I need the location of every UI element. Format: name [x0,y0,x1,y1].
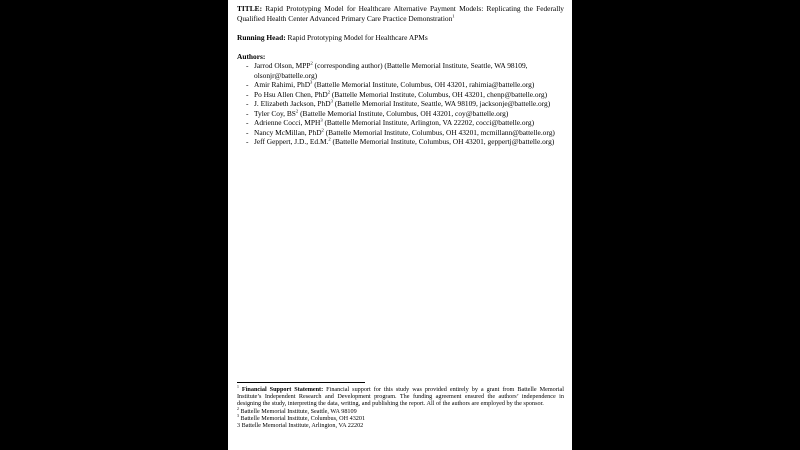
author-item [246,99,564,109]
author-bullet: - [246,80,249,89]
author-name: Amir Rahimi, PhD [254,80,311,89]
author-affiliation-ref: 3 [320,117,323,123]
author-entry [254,109,564,119]
author-bullet: - [246,137,249,146]
author-affiliation-ref: 3 [310,79,313,85]
author-item [246,128,564,138]
author-affiliation: (Battelle Memorial Institute, Columbus, OH 43201, chenp@battelle.org) [330,89,548,99]
author-item [246,61,564,80]
author-affiliation-ref: 2 [321,127,324,133]
author-entry [254,61,564,80]
author-bullet: - [246,89,249,99]
footnote-affiliation-seattle [237,408,564,415]
author-bullet: - [246,108,249,118]
page-content [237,4,564,147]
author-name: Po Hsu Allen Chen, PhD [254,89,328,99]
author-name: Tyler Coy, BS [254,108,296,118]
author-affiliation: (corresponding author) (Battelle Memorial Institute, Seattle, WA 98109, olsonjr@battelle.org) [254,61,528,80]
title-paragraph [237,4,564,23]
footnote-text: Battelle Memorial Institute, Seattle, WA 98109 [238,407,357,415]
authors-heading: Authors: [237,51,266,61]
author-affiliation-ref: 2 [327,89,331,95]
author-affiliation-ref: 3 [330,98,333,104]
author-entry [254,137,564,147]
footnote-mark: 3 [237,413,239,418]
author-name: Jarrod Olson, MPP [254,61,311,70]
author-affiliation: (Battelle Memorial Institute, Columbus, OH 43201, mcmillann@battelle.org) [323,127,555,137]
author-item [246,137,564,147]
author-bullet: - [246,127,249,137]
author-item [246,109,564,119]
document-page [228,0,572,450]
author-entry [254,80,564,90]
running-head-label: Running Head: [237,32,286,42]
footnote-text: Financial support for this study was provided entirely by a grant from Battelle Memorial Institute’s Independent Research and Development program. The funding agreement ensured the authors’ independence in designing the study, interpreting the data, writing, and publishing the report. All of the authors are employed by the sponsor. [237,386,564,408]
title-label: TITLE: [237,4,263,13]
title-text: Rapid Prototyping Model for Healthcare Alternative Payment Models: Replicating the Federally Qualified Health Center Advanced Primary Care Practice Demonstration [237,4,564,23]
author-bullet: - [246,118,249,127]
footnote-text: Battelle Memorial Institute, Arlington, VA 22202 [240,422,364,430]
author-entry [254,90,564,100]
author-affiliation-ref: 2 [295,108,299,114]
author-name: Nancy McMillan, PhD [254,127,322,137]
title-footnote-ref: 1 [452,13,455,19]
footnote-financial-support [237,386,564,408]
footnote-label: Financial Support Statement: [238,386,324,393]
running-head-text: Rapid Prototyping Model for Healthcare APMs [285,32,428,42]
author-item [246,90,564,100]
author-name: J. Elizabeth Jackson, PhD [254,99,331,108]
author-affiliation: (Battelle Memorial Institute, Columbus, OH 43201, coy@battelle.org) [298,108,509,118]
author-item [246,118,564,128]
author-bullet: - [246,99,249,108]
running-head [237,33,564,43]
footnote-mark-plain: 3 [237,422,241,430]
footnote-mark: 1 [237,384,239,389]
footnote-text: Battelle Memorial Institute, Columbus, OH 43201 [238,414,366,422]
author-affiliation-ref: 2 [328,136,331,142]
footnote-mark: 2 [237,406,239,411]
footnote-separator [237,382,365,383]
author-name: Adrienne Cocci, MPH [254,118,321,127]
author-affiliation: (Battelle Memorial Institute, Seattle, WA 98109, jacksonje@battelle.org) [332,99,551,108]
footnote-affiliation-arlington [237,422,564,429]
author-affiliation: (Battelle Memorial Institute, Arlington, VA 22202, cocci@battelle.org) [322,118,535,127]
footnote-affiliation-columbus [237,415,564,422]
author-entry [254,99,564,109]
author-item [246,80,564,90]
author-affiliation: (Battelle Memorial Institute, Columbus, OH 43201, geppertj@battelle.org) [330,137,555,146]
author-list [246,61,564,147]
author-entry [254,118,564,128]
author-entry [254,128,564,138]
author-bullet: - [246,61,249,70]
author-name: Jeff Geppert, J.D., Ed.M. [254,137,329,146]
author-affiliation-ref: 2 [310,60,313,66]
footnotes-section [237,382,564,429]
author-affiliation: (Battelle Memorial Institute, Columbus, OH 43201, rahimia@battelle.org) [312,80,535,89]
